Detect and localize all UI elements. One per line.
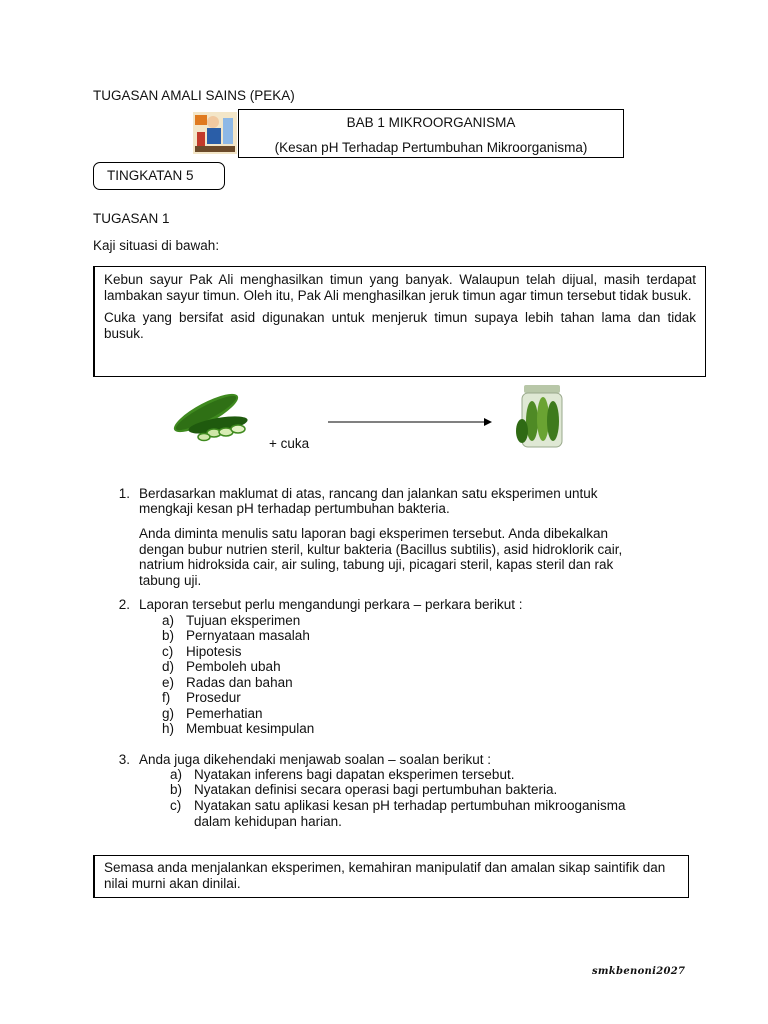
list-item: Pemboleh ubah bbox=[186, 659, 281, 674]
situation-box bbox=[93, 266, 706, 377]
list-item-letter: h) bbox=[162, 721, 175, 736]
assessment-note-box bbox=[93, 855, 689, 898]
question-1-line-1: Berdasarkan maklumat di atas, rancang dan jalankan satu eksperimen untuk bbox=[139, 486, 598, 501]
question-1-para-line: natrium hidroksida cair, air suling, tabung uji, picagari steril, kapas steril dan rak bbox=[139, 557, 614, 572]
question-1-number: 1. bbox=[118, 486, 130, 501]
list-item: Pernyataan masalah bbox=[186, 628, 310, 643]
question-1-para-line: Anda diminta menulis satu laporan bagi eksperimen tersebut. Anda dibekalkan bbox=[139, 526, 609, 541]
list-item-letter: c) bbox=[162, 644, 174, 659]
list-item-letter: b) bbox=[162, 628, 175, 643]
list-item-letter: a) bbox=[162, 613, 175, 628]
signature: smkbenoni2027 bbox=[592, 966, 686, 977]
task-heading: TUGASAN 1 bbox=[93, 211, 170, 226]
list-item-letter: a) bbox=[170, 767, 183, 782]
list-item: Nyatakan satu aplikasi kesan pH terhadap pertumbuhan mikrooganisma bbox=[194, 798, 626, 813]
list-item-letter: e) bbox=[162, 675, 175, 690]
question-2-number: 2. bbox=[118, 597, 130, 612]
pickle-jar-icon bbox=[512, 383, 572, 449]
tingkatan-label: TINGKATAN 5 bbox=[93, 162, 225, 190]
list-item: Nyatakan inferens bagi dapatan eksperimen tersebut. bbox=[194, 767, 515, 782]
list-item-letter: g) bbox=[162, 706, 175, 721]
chapter-box bbox=[238, 109, 624, 158]
reaction-arrow-icon bbox=[328, 415, 492, 429]
list-item-letter: d) bbox=[162, 659, 175, 674]
question-1-line-2: mengkaji kesan pH terhadap pertumbuhan bakteria. bbox=[139, 501, 450, 516]
situation-paragraph-1: Kebun sayur Pak Ali menghasilkan timun yang banyak. Walaupun telah dijual, masih terdapat lambakan sayur timun. Oleh itu, Pak Ali menghasilkan jeruk timun agar timun tersebut tidak busuk. bbox=[104, 272, 696, 303]
list-item-letter: f) bbox=[162, 690, 171, 705]
question-1-para-line: dengan bubur nutrien steril, kultur bakteria (Bacillus subtilis), asid hidroklorik cair, bbox=[139, 542, 623, 557]
question-3-text: Anda juga dikehendaki menjawab soalan – soalan berikut : bbox=[139, 752, 491, 767]
chapter-title: BAB 1 MIKROORGANISMA bbox=[346, 115, 516, 130]
chapter-subtitle: (Kesan pH Terhadap Pertumbuhan Mikroorganisma) bbox=[274, 140, 588, 155]
science-logo-icon bbox=[193, 112, 237, 154]
page-header-title: TUGASAN AMALI SAINS (PEKA) bbox=[93, 88, 295, 103]
list-item: Pemerhatian bbox=[186, 706, 263, 721]
list-item: Tujuan eksperimen bbox=[186, 613, 301, 628]
cucumber-icon bbox=[166, 385, 258, 445]
task-intro: Kaji situasi di bawah: bbox=[93, 238, 220, 253]
question-1-para-line: tabung uji. bbox=[139, 573, 202, 588]
list-item: Nyatakan definisi secara operasi bagi pertumbuhan bakteria. bbox=[194, 782, 558, 797]
list-item-letter: c) bbox=[170, 798, 182, 813]
question-3-number: 3. bbox=[118, 752, 130, 767]
list-item-continuation: dalam kehidupan harian. bbox=[194, 814, 342, 829]
assessment-note: Semasa anda menjalankan eksperimen, kemahiran manipulatif dan amalan sikap saintifik dan nilai murni akan dinilai. bbox=[104, 860, 666, 891]
vinegar-label: + cuka bbox=[269, 436, 310, 451]
list-item: Hipotesis bbox=[186, 644, 242, 659]
list-item: Membuat kesimpulan bbox=[186, 721, 315, 736]
list-item-letter: b) bbox=[170, 782, 183, 797]
list-item: Radas dan bahan bbox=[186, 675, 293, 690]
question-2-text: Laporan tersebut perlu mengandungi perkara – perkara berikut : bbox=[139, 597, 523, 612]
list-item: Prosedur bbox=[186, 690, 241, 705]
situation-paragraph-2: Cuka yang bersifat asid digunakan untuk menjeruk timun supaya lebih tahan lama dan tidak busuk. bbox=[104, 310, 696, 341]
